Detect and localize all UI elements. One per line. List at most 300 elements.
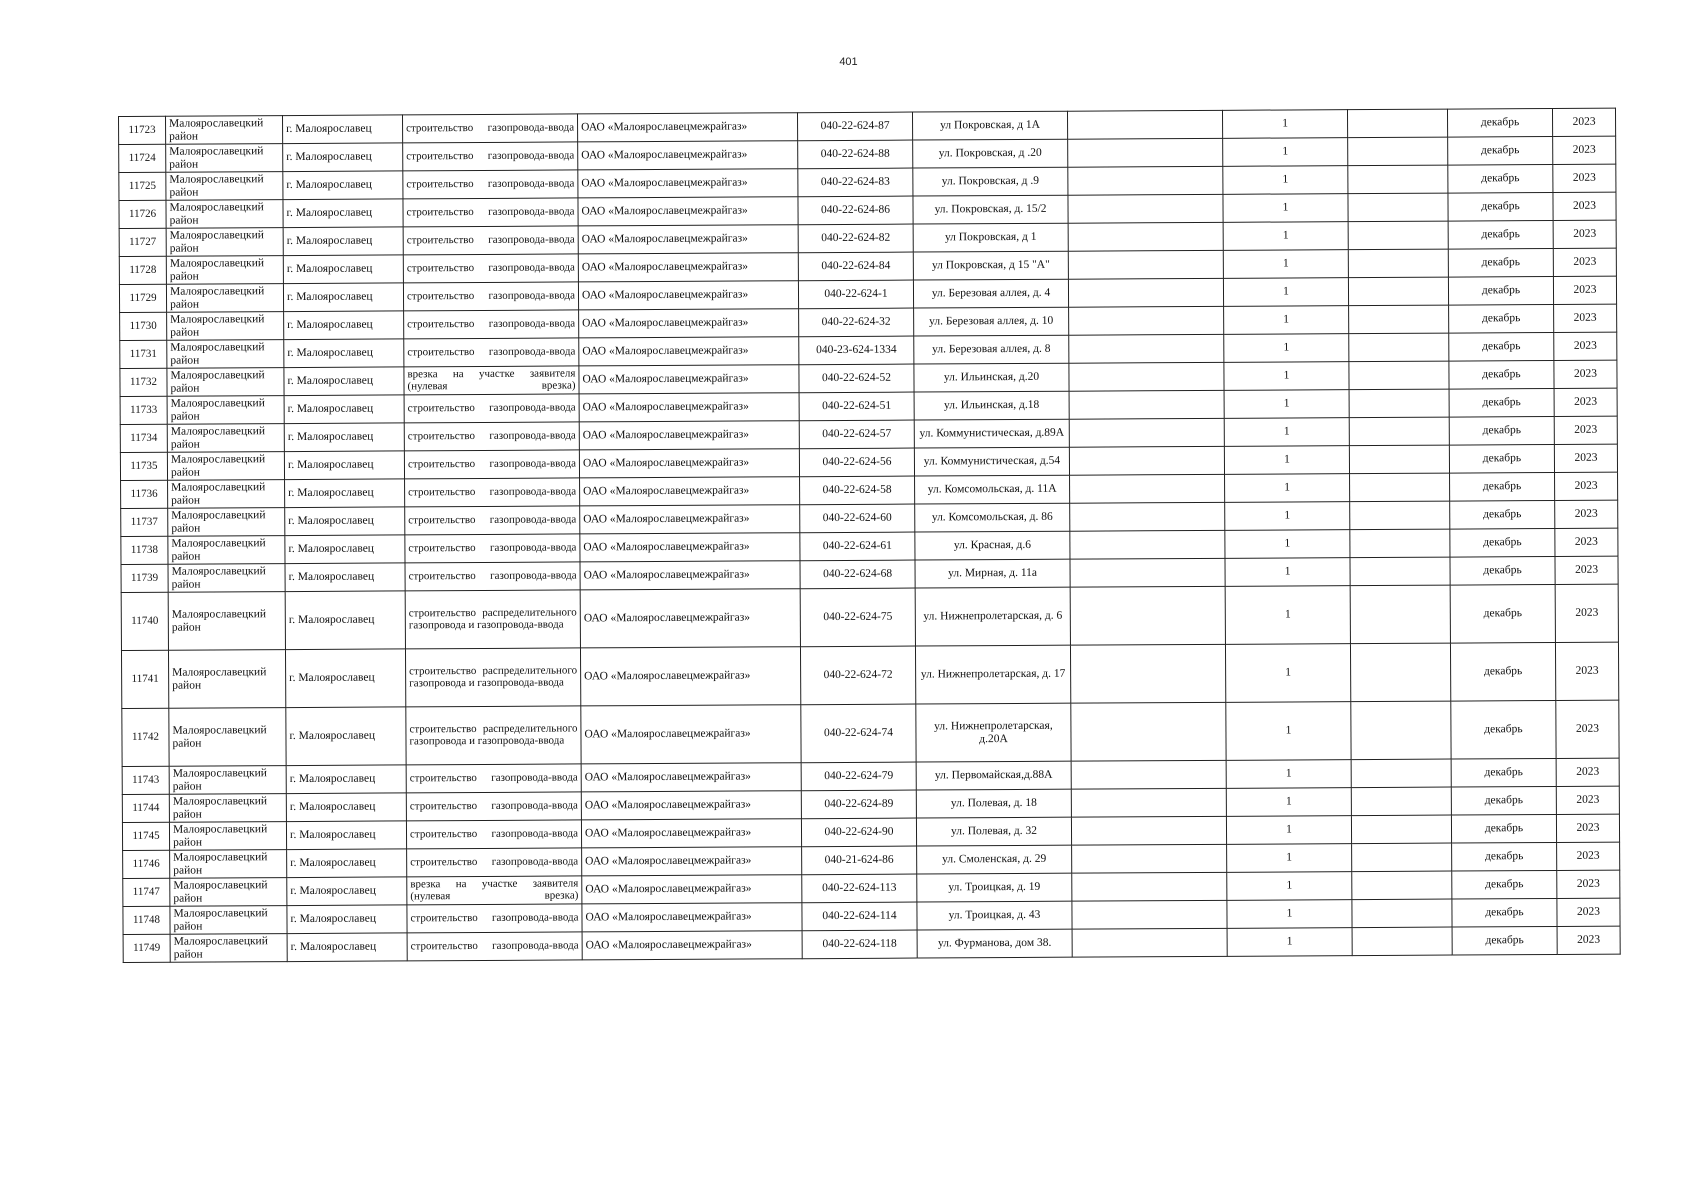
row-number: 11745 [122,822,169,850]
quantity-cell: 1 [1227,844,1352,873]
row-number: 11741 [121,650,168,708]
year-cell: 2023 [1555,472,1618,500]
address-cell: ул. Березовая аллея, д. 8 [914,335,1069,364]
organization-cell: ОАО «Малоярославецмежрайгаз» [581,819,801,848]
empty-cell [1069,334,1224,363]
month-cell: декабрь [1450,584,1555,643]
empty-cell [1352,899,1452,928]
row-number: 11744 [122,794,169,822]
district-cell: Малоярославецкий район [169,822,286,851]
work-type-cell: строительство газопровода-ввода [406,792,581,821]
empty-cell [1069,418,1224,447]
year-cell: 2023 [1554,416,1617,444]
city-cell: г. Малоярославец [284,395,404,424]
year-cell: 2023 [1556,758,1619,786]
request-code-cell: 040-22-624-32 [799,308,914,337]
year-cell: 2023 [1553,276,1616,304]
year-cell: 2023 [1553,248,1616,276]
district-cell: Малоярославецкий район [167,312,284,341]
month-cell: декабрь [1448,276,1553,305]
quantity-cell: 1 [1224,306,1349,335]
quantity-cell: 1 [1227,900,1352,929]
city-cell: г. Малоярославец [287,849,407,878]
empty-cell [1349,445,1449,474]
quantity-cell: 1 [1223,194,1348,223]
empty-cell [1350,529,1450,558]
address-cell: ул. Полевая, д. 18 [916,789,1071,818]
empty-cell [1351,759,1451,788]
city-cell: г. Малоярославец [285,507,405,536]
request-code-cell: 040-22-624-56 [799,448,914,477]
quantity-cell: 1 [1225,530,1350,559]
empty-cell [1070,502,1225,531]
year-cell: 2023 [1555,556,1618,584]
work-type-cell: строительство распределительного газопровода и газопровода-ввода [405,648,580,707]
request-code-cell: 040-22-624-113 [802,874,917,903]
work-type-cell: строительство газопровода-ввода [403,254,578,283]
city-cell: г. Малоярославец [283,115,403,144]
organization-cell: ОАО «Малоярославецмежрайгаз» [578,141,798,170]
work-type-cell: врезка на участке заявителя (нулевая врезка) [404,366,579,395]
address-cell: ул. Красная, д.6 [915,531,1070,560]
empty-cell [1069,306,1224,335]
year-cell: 2023 [1557,898,1620,926]
empty-cell [1349,305,1449,334]
quantity-cell: 1 [1226,788,1351,817]
quantity-cell: 1 [1225,474,1350,503]
request-code-cell: 040-22-624-75 [800,588,915,647]
work-type-cell: строительство газопровода-ввода [407,904,582,933]
empty-cell [1350,501,1450,530]
month-cell: декабрь [1448,192,1553,221]
month-cell: декабрь [1448,164,1553,193]
district-cell: Малоярославецкий район [167,452,284,481]
work-type-cell: строительство газопровода-ввода [403,226,578,255]
address-cell: ул. Первомайская,д.88А [916,761,1071,790]
month-cell: декабрь [1449,416,1554,445]
organization-cell: ОАО «Малоярославецмежрайгаз» [581,791,801,820]
request-code-cell: 040-22-624-87 [797,112,912,141]
year-cell: 2023 [1554,444,1617,472]
organization-cell: ОАО «Малоярославецмежрайгаз» [579,421,799,450]
empty-cell [1352,843,1452,872]
district-cell: Малоярославецкий район [167,424,284,453]
month-cell: декабрь [1448,220,1553,249]
row-number: 11724 [119,144,166,172]
year-cell: 2023 [1554,360,1617,388]
row-number: 11723 [119,116,166,144]
year-cell: 2023 [1557,870,1620,898]
district-cell: Малоярославецкий район [168,508,285,537]
address-cell: ул. Троицкая, д. 19 [917,873,1072,902]
organization-cell: ОАО «Малоярославецмежрайгаз» [580,561,800,590]
request-code-cell: 040-22-624-88 [798,140,913,169]
city-cell: г. Малоярославец [283,171,403,200]
request-code-cell: 040-22-624-82 [798,224,913,253]
empty-cell [1352,871,1452,900]
row-number: 11749 [123,934,170,962]
quantity-cell: 1 [1223,222,1348,251]
empty-cell [1067,110,1222,139]
request-code-cell: 040-22-624-60 [800,504,915,533]
district-cell: Малоярославецкий район [166,200,283,229]
city-cell: г. Малоярославец [283,143,403,172]
row-number: 11728 [119,256,166,284]
year-cell: 2023 [1553,220,1616,248]
organization-cell: ОАО «Малоярославецмежрайгаз» [579,309,799,338]
empty-cell [1069,446,1224,475]
quantity-cell: 1 [1223,166,1348,195]
empty-cell [1352,927,1452,956]
work-type-cell: строительство газопровода-ввода [403,198,578,227]
page-number: 401 [839,56,858,68]
row-number: 11734 [120,424,167,452]
address-cell: ул. Комсомольская, д. 11А [915,475,1070,504]
quantity-cell: 1 [1227,872,1352,901]
row-number: 11727 [119,228,166,256]
registry-table [118,108,1621,963]
request-code-cell: 040-22-624-61 [800,532,915,561]
district-cell: Малоярославецкий район [168,650,285,709]
empty-cell [1348,165,1448,194]
row-number: 11733 [120,396,167,424]
organization-cell: ОАО «Малоярославецмежрайгаз» [580,589,800,648]
organization-cell: ОАО «Малоярославецмежрайгаз» [580,477,800,506]
organization-cell: ОАО «Малоярославецмежрайгаз» [578,225,798,254]
empty-cell [1351,815,1451,844]
district-cell: Малоярославецкий район [167,368,284,397]
address-cell: ул. Коммунистическая, д.54 [914,447,1069,476]
quantity-cell: 1 [1223,278,1348,307]
year-cell: 2023 [1553,192,1616,220]
district-cell: Малоярославецкий район [168,536,285,565]
work-type-cell: строительство газопровода-ввода [406,820,581,849]
empty-cell [1071,760,1226,789]
month-cell: декабрь [1449,388,1554,417]
address-cell: ул. Коммунистическая, д.89А [914,419,1069,448]
organization-cell: ОАО «Малоярославецмежрайгаз» [580,647,800,706]
empty-cell [1068,194,1223,223]
year-cell: 2023 [1554,304,1617,332]
empty-cell [1348,249,1448,278]
empty-cell [1071,816,1226,845]
empty-cell [1349,389,1449,418]
address-cell: ул Покровская, д 1 [913,223,1068,252]
year-cell: 2023 [1554,332,1617,360]
year-cell: 2023 [1553,164,1616,192]
empty-cell [1348,221,1448,250]
empty-cell [1349,361,1449,390]
city-cell: г. Малоярославец [284,451,404,480]
quantity-cell: 1 [1224,446,1349,475]
year-cell: 2023 [1555,642,1618,700]
table-row [122,700,1619,766]
row-number: 11740 [121,592,168,650]
work-type-cell: строительство газопровода-ввода [404,394,579,423]
empty-cell [1350,643,1450,702]
work-type-cell: строительство газопровода-ввода [403,282,578,311]
month-cell: декабрь [1452,870,1557,899]
empty-cell [1068,138,1223,167]
month-cell: декабрь [1452,842,1557,871]
month-cell: декабрь [1448,136,1553,165]
row-number: 11735 [120,452,167,480]
year-cell: 2023 [1555,528,1618,556]
organization-cell: ОАО «Малоярославецмежрайгаз» [580,533,800,562]
empty-cell [1349,333,1449,362]
month-cell: декабрь [1450,472,1555,501]
city-cell: г. Малоярославец [286,793,406,822]
work-type-cell: строительство газопровода-ввода [405,562,580,591]
month-cell: декабрь [1451,786,1556,815]
address-cell: ул. Ильинская, д.18 [914,391,1069,420]
address-cell: ул. Комсомольская, д. 86 [915,503,1070,532]
quantity-cell: 1 [1224,334,1349,363]
month-cell: декабрь [1452,926,1557,955]
district-cell: Малоярославецкий район [166,172,283,201]
organization-cell: ОАО «Малоярославецмежрайгаз» [579,449,799,478]
request-code-cell: 040-22-624-89 [801,790,916,819]
organization-cell: ОАО «Малоярославецмежрайгаз» [578,281,798,310]
empty-cell [1350,473,1450,502]
address-cell: ул. Березовая аллея, д. 10 [914,307,1069,336]
address-cell: ул. Покровская, д .9 [913,167,1068,196]
organization-cell: ОАО «Малоярославецмежрайгаз» [578,169,798,198]
year-cell: 2023 [1556,700,1619,758]
city-cell: г. Малоярославец [285,591,405,650]
empty-cell [1072,900,1227,929]
table-row [121,584,1618,650]
row-number: 11736 [121,480,168,508]
work-type-cell: строительство газопровода-ввода [404,338,579,367]
empty-cell [1068,222,1223,251]
empty-cell [1348,277,1448,306]
request-code-cell: 040-22-624-1 [798,280,913,309]
district-cell: Малоярославецкий район [166,256,283,285]
district-cell: Малоярославецкий район [167,340,284,369]
row-number: 11739 [121,564,168,592]
organization-cell: ОАО «Малоярославецмежрайгаз» [578,253,798,282]
address-cell: ул. Нижнепролетарская, д.20А [916,703,1071,762]
city-cell: г. Малоярославец [283,283,403,312]
month-cell: декабрь [1447,108,1552,137]
request-code-cell: 040-22-624-52 [799,364,914,393]
city-cell: г. Малоярославец [286,707,406,766]
address-cell: ул. Мирная, д. 11а [915,559,1070,588]
row-number: 11747 [123,878,170,906]
year-cell: 2023 [1554,388,1617,416]
quantity-cell: 1 [1225,558,1350,587]
year-cell: 2023 [1557,842,1620,870]
year-cell: 2023 [1557,926,1620,954]
month-cell: декабрь [1450,528,1555,557]
city-cell: г. Малоярославец [283,227,403,256]
quantity-cell: 1 [1225,644,1350,703]
work-type-cell: строительство газопровода-ввода [403,170,578,199]
city-cell: г. Малоярославец [284,339,404,368]
year-cell: 2023 [1556,814,1619,842]
row-number: 11725 [119,172,166,200]
empty-cell [1070,644,1225,703]
address-cell: ул. Нижнепролетарская, д. 17 [915,645,1070,704]
work-type-cell: строительство газопровода-ввода [407,848,582,877]
row-number: 11738 [121,536,168,564]
organization-cell: ОАО «Малоярославецмежрайгаз» [581,763,801,792]
quantity-cell: 1 [1224,418,1349,447]
row-number: 11742 [122,708,169,766]
district-cell: Малоярославецкий район [168,592,285,651]
quantity-cell: 1 [1223,250,1348,279]
empty-cell [1349,417,1449,446]
quantity-cell: 1 [1227,928,1352,957]
empty-cell [1071,702,1226,761]
request-code-cell: 040-22-624-72 [800,646,915,705]
quantity-cell: 1 [1223,138,1348,167]
district-cell: Малоярославецкий район [168,480,285,509]
empty-cell [1070,530,1225,559]
city-cell: г. Малоярославец [287,877,407,906]
empty-cell [1348,137,1448,166]
city-cell: г. Малоярославец [284,311,404,340]
district-cell: Малоярославецкий район [166,228,283,257]
district-cell: Малоярославецкий район [168,564,285,593]
request-code-cell: 040-22-624-83 [798,168,913,197]
organization-cell: ОАО «Малоярославецмежрайгаз» [582,875,802,904]
month-cell: декабрь [1450,556,1555,585]
year-cell: 2023 [1553,136,1616,164]
row-number: 11743 [122,766,169,794]
month-cell: декабрь [1450,642,1555,701]
quantity-cell: 1 [1226,760,1351,789]
month-cell: декабрь [1451,758,1556,787]
empty-cell [1070,558,1225,587]
work-type-cell: строительство газопровода-ввода [405,478,580,507]
empty-cell [1068,278,1223,307]
empty-cell [1348,193,1448,222]
request-code-cell: 040-22-624-58 [800,476,915,505]
address-cell: ул. Нижнепролетарская, д. 6 [915,587,1070,646]
organization-cell: ОАО «Малоярославецмежрайгаз» [582,847,802,876]
year-cell: 2023 [1555,584,1618,642]
request-code-cell: 040-22-624-79 [801,762,916,791]
row-number: 11732 [120,368,167,396]
month-cell: декабрь [1451,814,1556,843]
year-cell: 2023 [1556,786,1619,814]
work-type-cell: строительство газопровода-ввода [403,142,578,171]
quantity-cell: 1 [1225,586,1350,645]
organization-cell: ОАО «Малоярославецмежрайгаз» [582,903,802,932]
district-cell: Малоярославецкий район [166,144,283,173]
address-cell: ул. Полевая, д. 32 [916,817,1071,846]
empty-cell [1068,250,1223,279]
request-code-cell: 040-23-624-1334 [799,336,914,365]
row-number: 11729 [119,284,166,312]
month-cell: декабрь [1449,332,1554,361]
district-cell: Малоярославецкий район [170,906,287,935]
request-code-cell: 040-22-624-90 [801,818,916,847]
empty-cell [1072,928,1227,957]
request-code-cell: 040-22-624-114 [802,902,917,931]
month-cell: декабрь [1450,500,1555,529]
organization-cell: ОАО «Малоярославецмежрайгаз» [579,393,799,422]
work-type-cell: врезка на участке заявителя (нулевая врезка) [407,876,582,905]
city-cell: г. Малоярославец [285,479,405,508]
empty-cell [1068,166,1223,195]
work-type-cell: строительство газопровода-ввода [404,310,579,339]
city-cell: г. Малоярославец [286,821,406,850]
address-cell: ул. Троицкая, д. 43 [917,901,1072,930]
city-cell: г. Малоярославец [285,535,405,564]
empty-cell [1350,585,1450,644]
table-row [121,642,1618,708]
quantity-cell: 1 [1224,362,1349,391]
empty-cell [1072,844,1227,873]
city-cell: г. Малоярославец [285,649,405,708]
registry-body [119,108,1621,962]
address-cell: ул. Ильинская, д.20 [914,363,1069,392]
organization-cell: ОАО «Малоярославецмежрайгаз» [581,705,801,764]
work-type-cell: строительство распределительного газопровода и газопровода-ввода [405,590,580,649]
request-code-cell: 040-22-624-84 [798,252,913,281]
address-cell: ул Покровская, д 15 "А" [913,251,1068,280]
city-cell: г. Малоярославец [287,905,407,934]
city-cell: г. Малоярославец [284,423,404,452]
district-cell: Малоярославецкий район [170,850,287,879]
organization-cell: ОАО «Малоярославецмежрайгаз» [579,365,799,394]
month-cell: декабрь [1451,700,1556,759]
address-cell: ул. Фурманова, дом 38. [917,929,1072,958]
empty-cell [1071,788,1226,817]
district-cell: Малоярославецкий район [167,396,284,425]
organization-cell: ОАО «Малоярославецмежрайгаз» [579,337,799,366]
quantity-cell: 1 [1225,502,1350,531]
request-code-cell: 040-22-624-51 [799,392,914,421]
empty-cell [1350,557,1450,586]
work-type-cell: строительство газопровода-ввода [405,534,580,563]
quantity-cell: 1 [1224,390,1349,419]
month-cell: декабрь [1449,304,1554,333]
month-cell: декабрь [1452,898,1557,927]
city-cell: г. Малоярославец [286,765,406,794]
district-cell: Малоярославецкий район [166,284,283,313]
district-cell: Малоярославецкий район [169,766,286,795]
empty-cell [1351,701,1451,760]
organization-cell: ОАО «Малоярославецмежрайгаз» [578,197,798,226]
empty-cell [1347,109,1447,138]
district-cell: Малоярославецкий район [170,934,287,963]
request-code-cell: 040-22-624-118 [802,930,917,959]
year-cell: 2023 [1552,108,1615,136]
request-code-cell: 040-22-624-68 [800,560,915,589]
work-type-cell: строительство газопровода-ввода [404,450,579,479]
year-cell: 2023 [1555,500,1618,528]
city-cell: г. Малоярославец [285,563,405,592]
quantity-cell: 1 [1222,110,1347,139]
row-number: 11726 [119,200,166,228]
address-cell: ул. Покровская, д .20 [913,139,1068,168]
organization-cell: ОАО «Малоярославецмежрайгаз» [580,505,800,534]
work-type-cell: строительство распределительного газопровода и газопровода-ввода [406,706,581,765]
address-cell: ул. Березовая аллея, д. 4 [913,279,1068,308]
address-cell: ул. Смоленская, д. 29 [917,845,1072,874]
organization-cell: ОАО «Малоярославецмежрайгаз» [582,931,802,960]
empty-cell [1070,586,1225,645]
address-cell: ул Покровская, д 1А [912,111,1067,140]
request-code-cell: 040-22-624-57 [799,420,914,449]
quantity-cell: 1 [1226,816,1351,845]
empty-cell [1069,362,1224,391]
empty-cell [1070,474,1225,503]
